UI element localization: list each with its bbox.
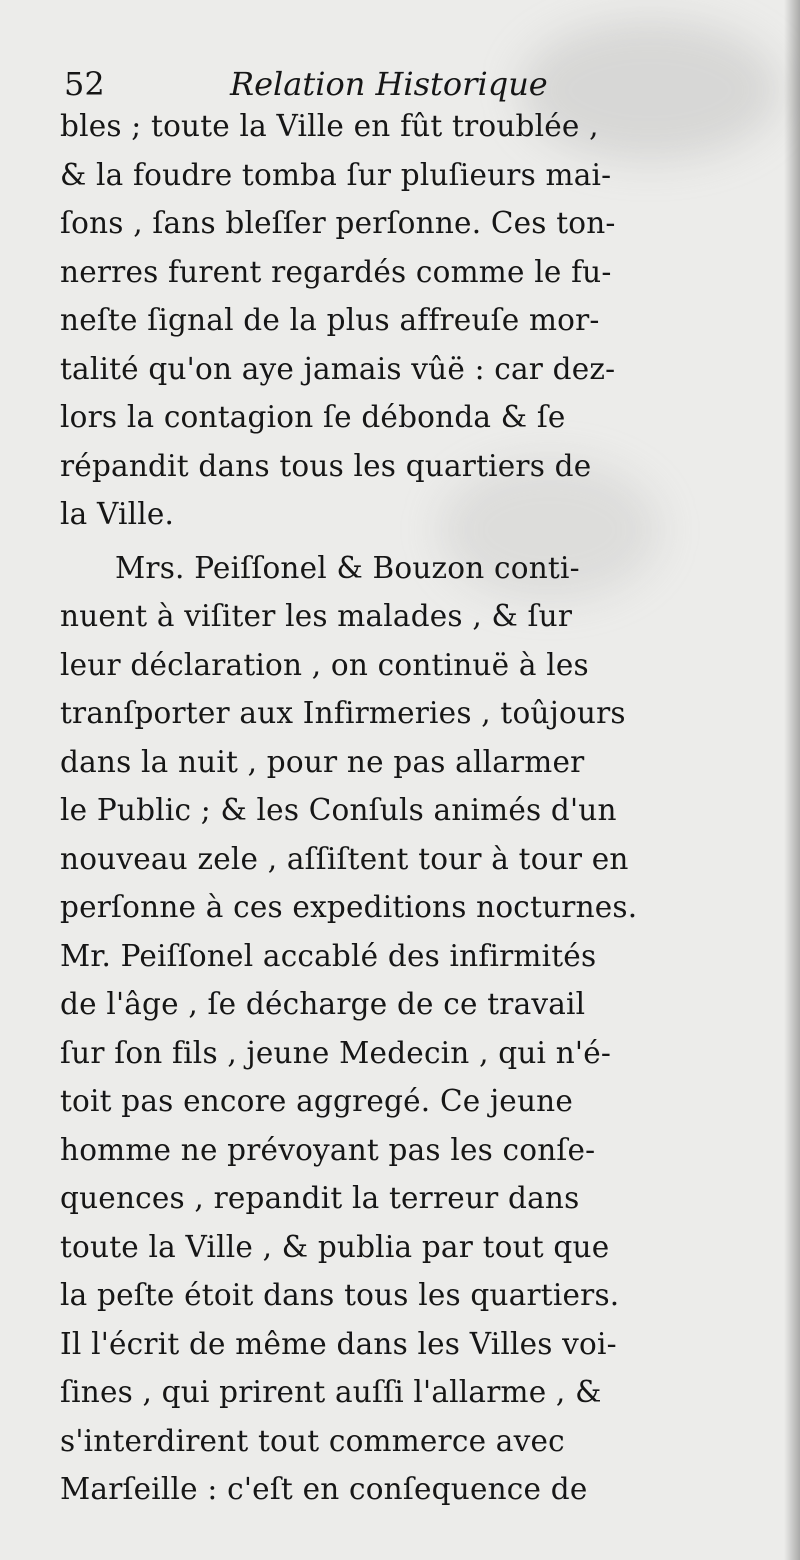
text-line: Mr. Peiſſonel accablé des infirmités xyxy=(60,938,597,973)
text-line: & la foudre tomba ſur pluſieurs mai- xyxy=(60,157,612,192)
text-line: dans la nuit , pour ne pas allarmer xyxy=(60,744,585,779)
text-line: Marſeille : c'eſt en conſequence de xyxy=(60,1472,588,1506)
text-line: neſte ſignal de la plus affreuſe mor- xyxy=(60,303,600,337)
text-line: nouveau zele , aſſiſtent tour à tour en xyxy=(60,841,629,876)
text-line: homme ne prévoyant pas les conſe- xyxy=(60,1132,596,1167)
text-line: répandit dans tous les quartiers de xyxy=(60,448,592,483)
text-line: bles ; toute la Ville en fût troublée , xyxy=(60,109,599,143)
body-text xyxy=(60,102,740,1514)
text-line: quences , repandit la terreur dans xyxy=(60,1181,580,1215)
page-edge-shadow xyxy=(784,0,800,1560)
text-line: toute la Ville , & publia par tout que xyxy=(60,1229,610,1264)
running-title: Relation Historique xyxy=(230,65,548,103)
text-line: tranſporter aux Infirmeries , toûjours xyxy=(60,696,626,730)
paragraph-first-line: Mrs. Peiſſonel & Bouzon conti- xyxy=(115,550,580,585)
text-line: la Ville. xyxy=(60,497,175,531)
text-line: ſons , ſans bleſſer perſonne. Ces ton- xyxy=(60,206,616,240)
text-line: Il l'écrit de même dans les Villes voi- xyxy=(60,1326,617,1361)
text-line: lors la contagion ſe débonda & ſe xyxy=(60,400,566,434)
text-line: toit pas encore aggregé. Ce jeune xyxy=(60,1084,574,1118)
text-line: le Public ; & les Conſuls animés d'un xyxy=(60,793,617,827)
text-line: nerres furent regardés comme le fu- xyxy=(60,254,612,289)
text-line: s'interdirent tout commerce avec xyxy=(60,1423,565,1458)
text-line: perſonne à ces expeditions nocturnes. xyxy=(60,890,638,924)
text-line: la peſte étoit dans tous les quartiers. xyxy=(60,1278,620,1312)
text-line: ſines , qui prirent auſſi l'allarme , & xyxy=(60,1375,602,1409)
text-line: nuent à viſiter les malades , & ſur xyxy=(60,599,573,633)
text-line: ſur ſon fils , jeune Medecin , qui n'é- xyxy=(60,1035,612,1070)
text-line: leur déclaration , on continuë à les xyxy=(60,647,589,682)
text-line: talité qu'on aye jamais vûë : car dez- xyxy=(60,351,616,386)
text-line: de l'âge , ſe décharge de ce travail xyxy=(60,987,586,1021)
page-number: 52 xyxy=(64,65,105,103)
